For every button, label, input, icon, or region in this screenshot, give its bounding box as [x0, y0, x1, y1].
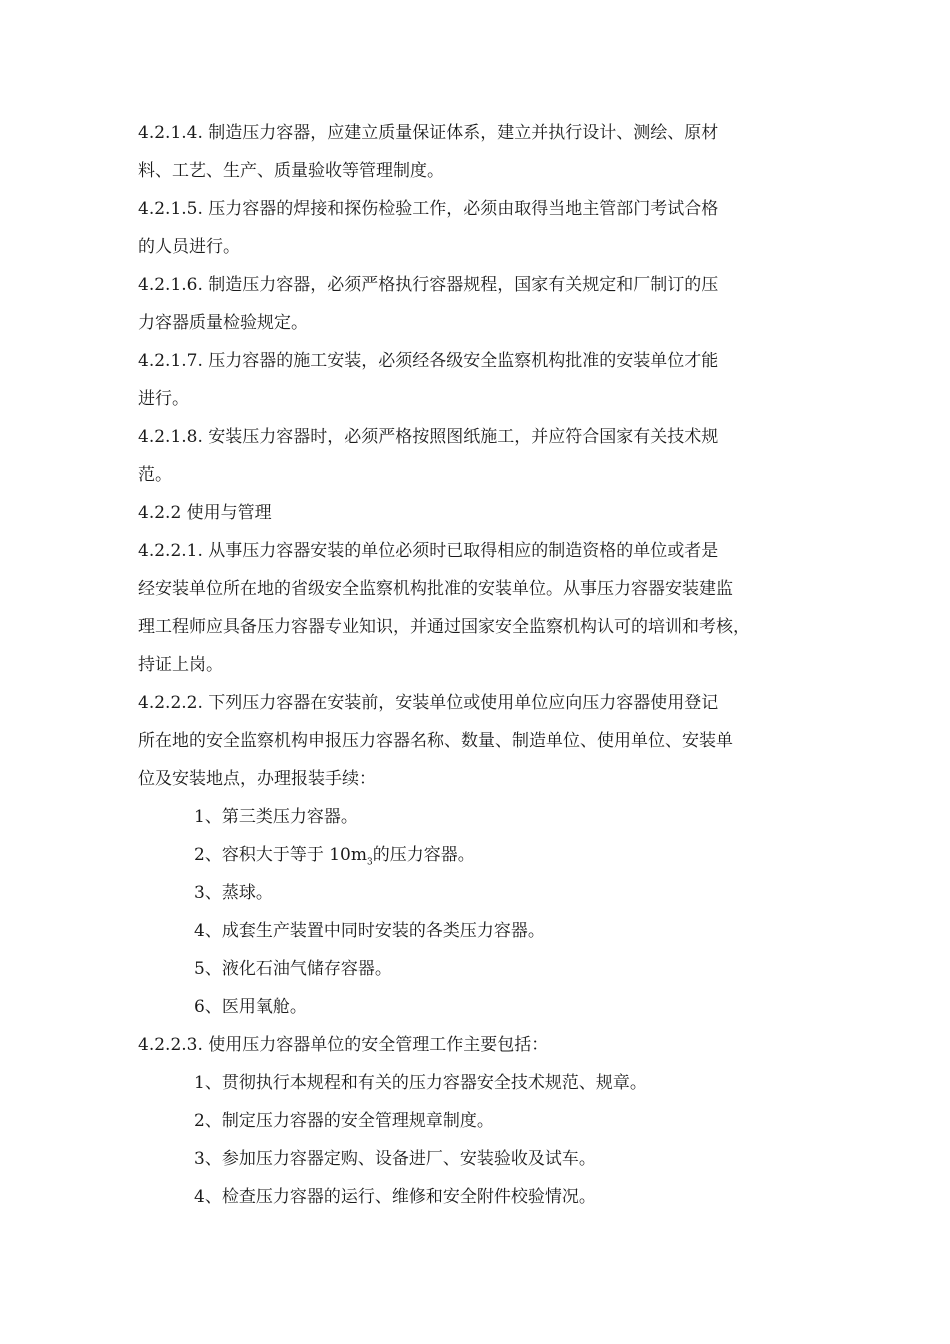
text-line: 持证上岗。 — [138, 655, 223, 675]
text-line: 位及安装地点，办理报装手续： — [138, 769, 376, 789]
list-item: 5、液化石油气储存容器。 — [194, 959, 392, 979]
text-line: 4.2.1.6. 制造压力容器，必须严格执行容器规程，国家有关规定和厂制订的压 — [138, 275, 719, 295]
text-line: 理工程师应具备压力容器专业知识，并通过国家安全监察机构认可的培训和考核， — [138, 617, 750, 637]
text-line: 所在地的安全监察机构申报压力容器名称、数量、制造单位、使用单位、安装单 — [138, 731, 733, 751]
list-item: 4、成套生产装置中同时安装的各类压力容器。 — [194, 921, 545, 941]
text-line: 经安装单位所在地的省级安全监察机构批准的安装单位。从事压力容器安装建监 — [138, 579, 733, 599]
list-item-text: 2、容积大于等于 10m — [194, 845, 367, 865]
text-line: 4.2.2.1. 从事压力容器安装的单位必须时已取得相应的制造资格的单位或者是 — [138, 541, 719, 561]
section-heading: 4.2.2 使用与管理 — [138, 503, 272, 523]
document-body — [138, 114, 828, 1216]
text-line: 力容器质量检验规定。 — [138, 313, 308, 333]
text-line: 4.2.1.8. 安装压力容器时，必须严格按照图纸施工，并应符合国家有关技术规 — [138, 427, 719, 447]
list-item: 3、参加压力容器定购、设备进厂、安装验收及试车。 — [194, 1149, 596, 1169]
list-item: 6、医用氧舱。 — [194, 997, 307, 1017]
text-line: 4.2.1.7. 压力容器的施工安装，必须经各级安全监察机构批准的安装单位才能 — [138, 351, 719, 371]
text-line: 的人员进行。 — [138, 237, 240, 257]
text-line: 4.2.1.4. 制造压力容器，应建立质量保证体系，建立并执行设计、测绘、原材 — [138, 123, 719, 143]
subscript-unit: 3 — [366, 857, 373, 868]
text-line: 料、工艺、生产、质量验收等管理制度。 — [138, 161, 444, 181]
list-item: 1、贯彻执行本规程和有关的压力容器安全技术规范、规章。 — [194, 1073, 647, 1093]
list-item — [138, 836, 828, 874]
text-line: 4.2.2.3. 使用压力容器单位的安全管理工作主要包括： — [138, 1035, 549, 1055]
text-line: 4.2.2.2. 下列压力容器在安装前，安装单位或使用单位应向压力容器使用登记 — [138, 693, 719, 713]
text-line: 范。 — [138, 465, 172, 485]
text-line: 4.2.1.5. 压力容器的焊接和探伤检验工作，必须由取得当地主管部门考试合格 — [138, 199, 719, 219]
list-item: 4、检查压力容器的运行、维修和安全附件校验情况。 — [194, 1187, 596, 1207]
list-item: 3、蒸球。 — [194, 883, 273, 903]
list-item-text-after: 的压力容器。 — [372, 845, 475, 865]
text-line: 进行。 — [138, 389, 189, 409]
list-item: 2、制定压力容器的安全管理规章制度。 — [194, 1111, 494, 1131]
list-item: 1、第三类压力容器。 — [194, 807, 358, 827]
